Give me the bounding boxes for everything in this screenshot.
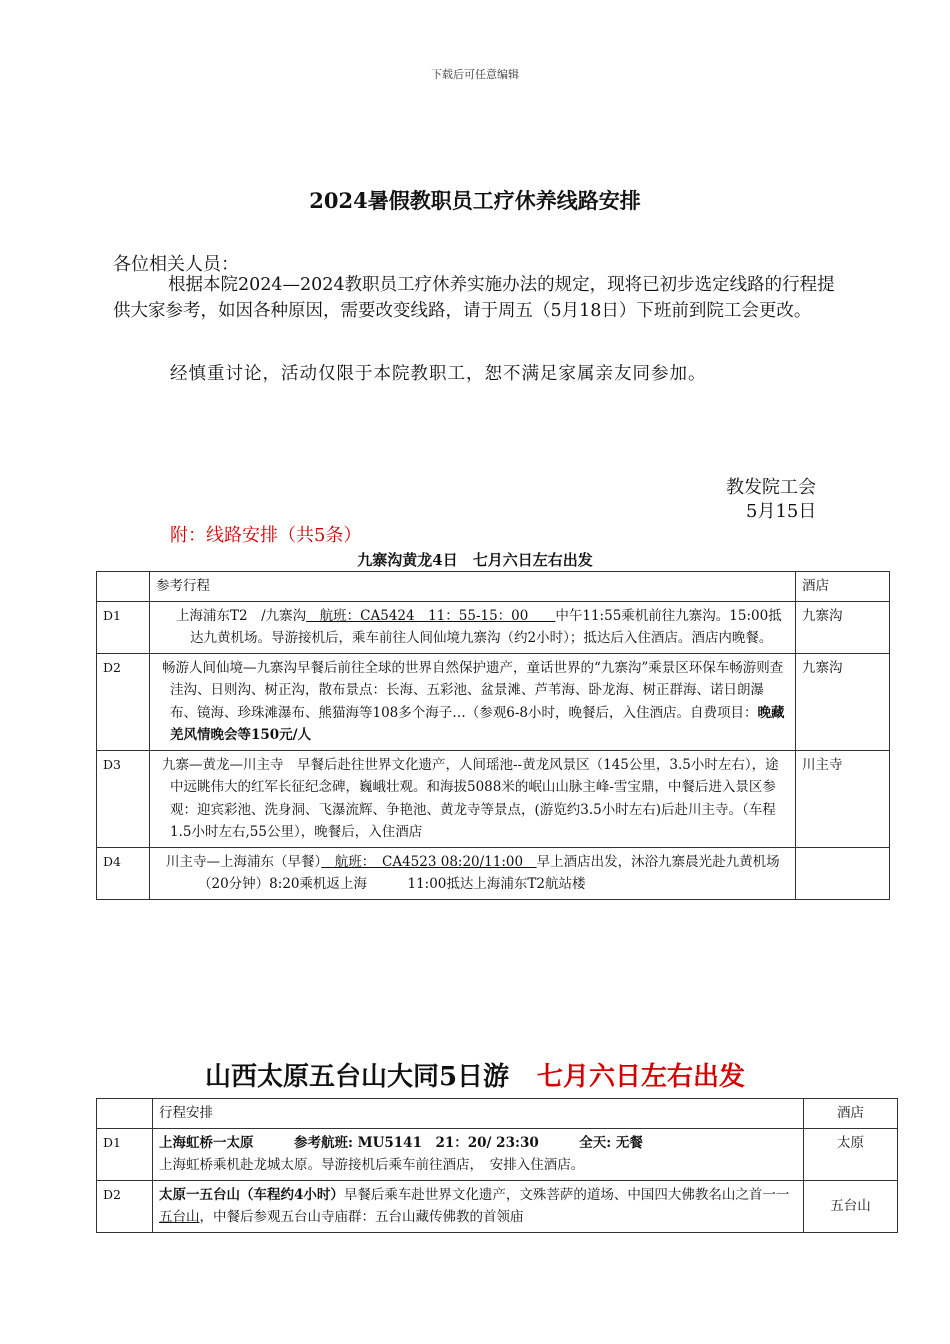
place-name: 五台山 bbox=[159, 1209, 200, 1225]
table-row bbox=[97, 847, 890, 899]
hotel-cell: 太原 bbox=[804, 1128, 898, 1180]
table-row bbox=[97, 601, 890, 653]
route1-table bbox=[96, 571, 890, 900]
day-cell: D3 bbox=[97, 750, 150, 847]
day-cell: D4 bbox=[97, 847, 150, 899]
itinerary-cell: 九寨—黄龙—川主寺 早餐后赴往世界文化遗产，人间瑶池--黄龙风景区（145公里，3.5小时左右），途中远眺伟大的红军长征纪念碑，巍峨壮观。和海拔5088米的岷山山脉主峰-雪宝鼎，中餐后进入景区参观：迎宾彩池、洗身洞、飞瀑流辉、争艳池、黄龙寺等景点，(游览约3.5小时左右)后赴川主寺。（车程1.5小时左右,55公里），晚餐后，入住酒店 bbox=[150, 750, 796, 847]
header-note: 下载后可任意编辑 bbox=[431, 68, 519, 81]
hotel-cell: 九寨沟 bbox=[796, 653, 890, 750]
route-text: 早上酒店出发，沐浴九寨晨光赴九黄机场（20分钟）8:20乘机返上海 11:00抵达上海浦东T2航站楼 bbox=[198, 853, 780, 892]
route-text: 中午11:55乘机前往九寨沟。15:00抵达九黄机场。导游接机后，乘车前往人间仙境九寨沟（约2小时）；抵达后入住酒店。酒店内晚餐。 bbox=[190, 607, 782, 646]
table-header-row bbox=[97, 1099, 898, 1129]
hotel-cell: 川主寺 bbox=[796, 750, 890, 847]
header-cell: 行程安排 bbox=[153, 1099, 804, 1129]
hotel-cell: 九寨沟 bbox=[796, 601, 890, 653]
route-text: 畅游人间仙境—九寨沟早餐后前往全球的世界自然保护遗产，童话世界的“九寨沟”乘景区环保车畅游则查洼沟、日则沟、树正沟，散布景点：长海、五彩池、盆景滩、芦苇海、卧龙海、树正群海、诺日朗瀑布、镜海、珍珠滩瀑布、熊猫海等108多个海子…（参观6-8小时，晚餐后，入住酒店。自费项目： bbox=[162, 659, 784, 721]
table-row bbox=[97, 653, 890, 750]
appendix-heading: 附：线路安排（共5条） bbox=[170, 525, 362, 546]
document-title: 2024暑假教职员工疗休养线路安排 bbox=[309, 188, 641, 213]
itinerary-cell bbox=[150, 601, 796, 653]
route2-title bbox=[0, 1056, 950, 1093]
route-text: 早餐后乘车赴世界文化遗产，文殊菩萨的道场、中国四大佛教名山之首一一 bbox=[343, 1186, 790, 1203]
header-cell: 酒店 bbox=[796, 572, 890, 602]
header-cell: 参考行程 bbox=[150, 572, 796, 602]
day-cell: D2 bbox=[97, 653, 150, 750]
route2-departure: 七月六日左右出发 bbox=[537, 1062, 746, 1092]
header-cell: 酒店 bbox=[804, 1099, 898, 1129]
notice-paragraph: 经慎重讨论，活动仅限于本院教职工，恕不满足家属亲友同参加。 bbox=[170, 364, 707, 384]
itinerary-cell bbox=[153, 1128, 804, 1180]
route-heading: 上海虹桥一太原 参考航班: MU5141 21：20/ 23:30 全天: 无餐 bbox=[159, 1134, 643, 1151]
itinerary-cell bbox=[153, 1180, 804, 1232]
header-cell bbox=[97, 1099, 153, 1129]
table-header-row bbox=[97, 572, 890, 602]
header-cell bbox=[97, 572, 150, 602]
route-text: ，中餐后参观五台山寺庙群：五台山藏传佛教的首领庙 bbox=[199, 1209, 524, 1225]
route-text: 上海浦东T2 /九寨沟 bbox=[176, 607, 307, 624]
itinerary-cell bbox=[150, 653, 796, 750]
route2-table bbox=[96, 1098, 898, 1233]
signature-org: 教发院工会 bbox=[726, 477, 816, 498]
route-text: 上海虹桥乘机赴龙城太原。导游接机后乘车前往酒店， 安排入住酒店。 bbox=[159, 1157, 585, 1173]
day-cell: D1 bbox=[97, 601, 150, 653]
route-heading: 太原一五台山（车程约4小时） bbox=[159, 1186, 344, 1203]
route2-name: 山西太原五台山大同5日游 bbox=[204, 1062, 510, 1092]
hotel-cell: 五台山 bbox=[804, 1180, 898, 1232]
route1-title: 九寨沟黄龙4日 七月六日左右出发 bbox=[357, 551, 593, 569]
signature-date: 5月15日 bbox=[746, 501, 817, 522]
table-row bbox=[97, 1128, 898, 1180]
itinerary-cell bbox=[150, 847, 796, 899]
table-row bbox=[97, 1180, 898, 1232]
day-cell: D2 bbox=[97, 1180, 153, 1232]
table-row bbox=[97, 750, 890, 847]
flight-info: 航班： CA4523 08:20/11:00 bbox=[321, 853, 537, 870]
greeting: 各位相关人员： bbox=[113, 254, 239, 275]
optional-item: 晚藏羌风情晚会等150元/人 bbox=[170, 704, 785, 743]
route-text: 川主寺—上海浦东（早餐） bbox=[166, 853, 322, 870]
flight-info: 航班：CA5424 11：55-15：00 bbox=[306, 607, 556, 624]
day-cell: D1 bbox=[97, 1128, 153, 1180]
hotel-cell bbox=[796, 847, 890, 899]
intro-paragraph: 根据本院2024—2024教职员工疗休养实施办法的规定，现将已初步选定线路的行程提供大家参考，如因各种原因，需要改变线路，请于周五（5月18日）下班前到院工会更改。 bbox=[113, 275, 835, 321]
